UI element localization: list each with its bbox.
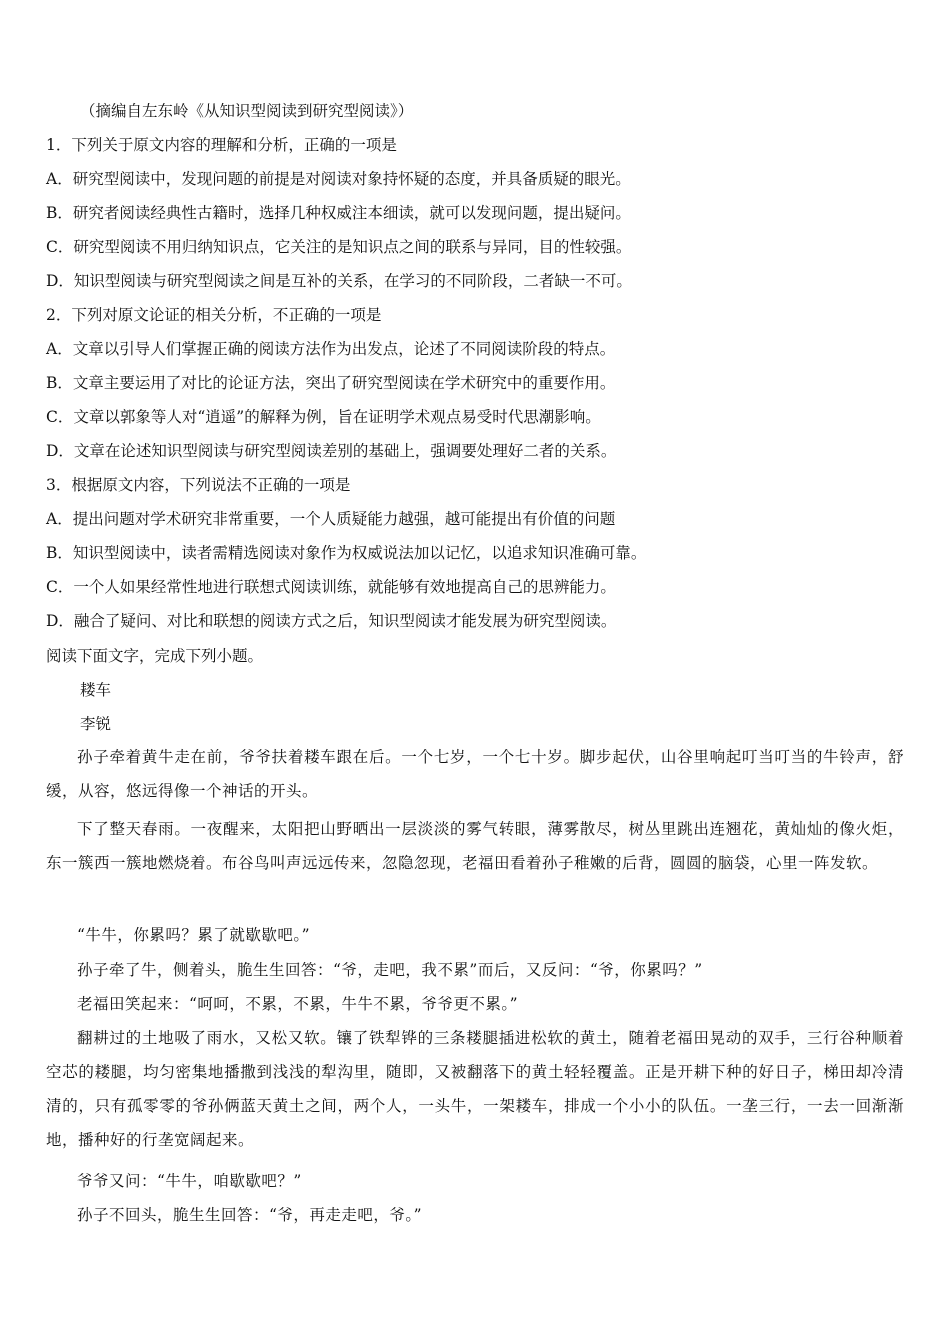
question-1-option-c: C．研究型阅读不用归纳知识点，它关注的是知识点之间的联系与异同，目的性较强。	[46, 238, 632, 256]
story-paragraph-5: 老福田笑起来：“呵呵，不累，不累，牛牛不累，爷爷更不累。”	[77, 995, 519, 1013]
question-1-option-a: A．研究型阅读中，发现问题的前提是对阅读对象持怀疑的态度，并具备质疑的眼光。	[46, 170, 631, 188]
story-paragraph-3: “牛牛，你累吗？累了就歇歇吧。”	[77, 926, 311, 944]
question-2-option-a: A．文章以引导人们掌握正确的阅读方法作为出发点，论述了不同阅读阶段的特点。	[46, 340, 616, 358]
question-2-stem: 2．下列对原文论证的相关分析，不正确的一项是	[46, 306, 382, 324]
question-1-stem: 1．下列关于原文内容的理解和分析，正确的一项是	[46, 136, 397, 154]
source-citation: （摘编自左东岭《从知识型阅读到研究型阅读》）	[80, 102, 414, 120]
question-3-option-b: B．知识型阅读中，读者需精选阅读对象作为权威说法加以记忆，以追求知识准确可靠。	[46, 544, 647, 562]
story-paragraph-8: 孙子不回头，脆生生回答：“爷，再走走吧，爷。”	[77, 1206, 423, 1224]
story-title: 耧车	[80, 681, 112, 699]
question-2-option-c: C．文章以郭象等人对“逍遥”的解释为例，旨在证明学术观点易受时代思潮影响。	[46, 408, 601, 426]
reading-instruction: 阅读下面文字，完成下列小题。	[46, 647, 264, 665]
question-1-option-d: D．知识型阅读与研究型阅读之间是互补的关系，在学习的不同阶段，二者缺一不可。	[46, 272, 632, 290]
question-3-option-c: C．一个人如果经常性地进行联想式阅读训练，就能够有效地提高自己的思辨能力。	[46, 578, 616, 596]
question-3-option-a: A．提出问题对学术研究非常重要，一个人质疑能力越强，越可能提出有价值的问题	[46, 510, 616, 528]
story-author: 李锐	[80, 715, 112, 733]
question-3-option-d: D．融合了疑问、对比和联想的阅读方式之后，知识型阅读才能发展为研究型阅读。	[46, 612, 617, 630]
story-paragraph-4: 孙子牵了牛，侧着头，脆生生回答：“爷，走吧，我不累”而后，又反问：“爷，你累吗？”	[77, 961, 703, 979]
question-3-stem: 3．根据原文内容，下列说法不正确的一项是	[46, 476, 351, 494]
story-paragraph-7: 爷爷又问：“牛牛，咱歇歇吧？”	[77, 1172, 302, 1190]
question-1-option-b: B．研究者阅读经典性古籍时，选择几种权威注本细读，就可以发现问题，提出疑问。	[46, 204, 631, 222]
question-2-option-b: B．文章主要运用了对比的论证方法，突出了研究型阅读在学术研究中的重要作用。	[46, 374, 616, 392]
story-paragraph-2: 下了整天春雨。一夜醒来，太阳把山野晒出一层淡淡的雾气转眼，薄雾散尽，树丛里跳出连翘花，黄灿灿的像火炬，东一簇西一簇地燃烧着。布谷鸟叫声远远传来，忽隐忽现，老福田看着孙子稚嫩的后背，圆圆的脑袋，心里一阵发软。	[46, 820, 904, 872]
story-paragraph-6: 翻耕过的土地吸了雨水，又松又软。镶了铁犁铧的三条耧腿插进松软的黄土，随着老福田晃动的双手，三行谷种顺着空芯的耧腿，均匀密集地播撒到浅浅的犁沟里，随即，又被翻落下的黄土轻轻覆盖。正是开耕下种的好日子，梯田却冷清清的，只有孤零零的爷孙俩蓝天黄土之间，两个人，一头牛，一架耧车，排成一个小小的队伍。一垄三行，一去一回渐渐地，播种好的行垄宽阔起来。	[46, 1029, 904, 1149]
story-paragraph-1: 孙子牵着黄牛走在前，爷爷扶着耧车跟在后。一个七岁，一个七十岁。脚步起伏，山谷里响起叮当叮当的牛铃声，舒缓，从容，悠远得像一个神话的开头。	[46, 748, 904, 800]
question-2-option-d: D．文章在论述知识型阅读与研究型阅读差别的基础上，强调要处理好二者的关系。	[46, 442, 617, 460]
